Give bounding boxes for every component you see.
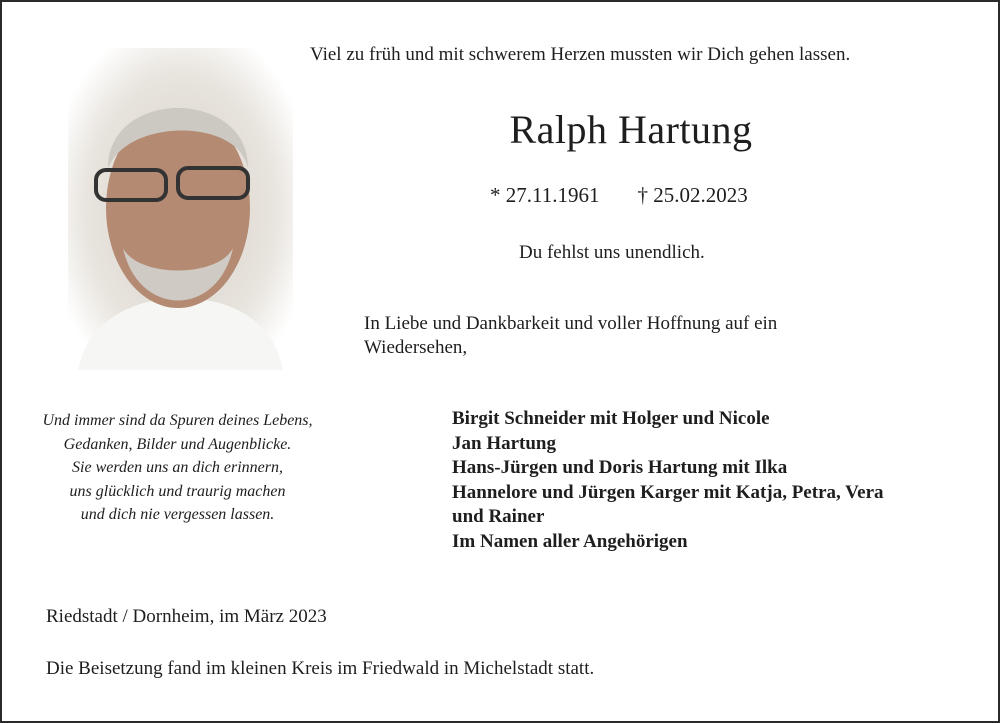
mourner: Im Namen aller Angehörigen [452, 530, 688, 552]
mourner: Birgit Schneider mit Holger und Nicole [452, 408, 770, 429]
mourner: und Rainer [452, 506, 545, 527]
mourner: Hans-Jürgen und Doris Hartung mit Ilka [452, 457, 788, 478]
intro-text: Viel zu früh und mit schwerem Herzen mussten wir Dich gehen lassen. [310, 44, 851, 65]
place-date: Riedstadt / Dornheim, im März 2023 [46, 606, 327, 627]
poem [10, 409, 345, 527]
poem-line: Gedanken, Bilder und Augenblicke. [63, 435, 292, 453]
deceased-name: Ralph Hartung [509, 107, 753, 152]
poem-line: und dich nie vergessen lassen. [80, 506, 275, 523]
portrait-photo [68, 48, 293, 370]
love-text: In Liebe und Dankbarkeit und voller Hoffnung auf ein Wiedersehen, [364, 313, 778, 358]
burial-note: Die Beisetzung fand im kleinen Kreis im Friedwald in Michelstadt statt. [46, 658, 595, 679]
birth-date: * 27.11.1961 [490, 183, 600, 207]
poem-line: Sie werden uns an dich erinnern, [72, 459, 283, 476]
mourners-list [452, 407, 962, 554]
death-date: † 25.02.2023 [637, 183, 748, 207]
life-dates [490, 183, 748, 208]
miss-text: Du fehlst uns unendlich. [519, 242, 705, 263]
poem-line: uns glücklich und traurig machen [69, 482, 286, 500]
mourner: Jan Hartung [452, 432, 556, 454]
mourner: Hannelore und Jürgen Karger mit Katja, Petra, Vera [452, 481, 884, 503]
poem-line: Und immer sind da Spuren deines Lebens, [42, 412, 313, 429]
